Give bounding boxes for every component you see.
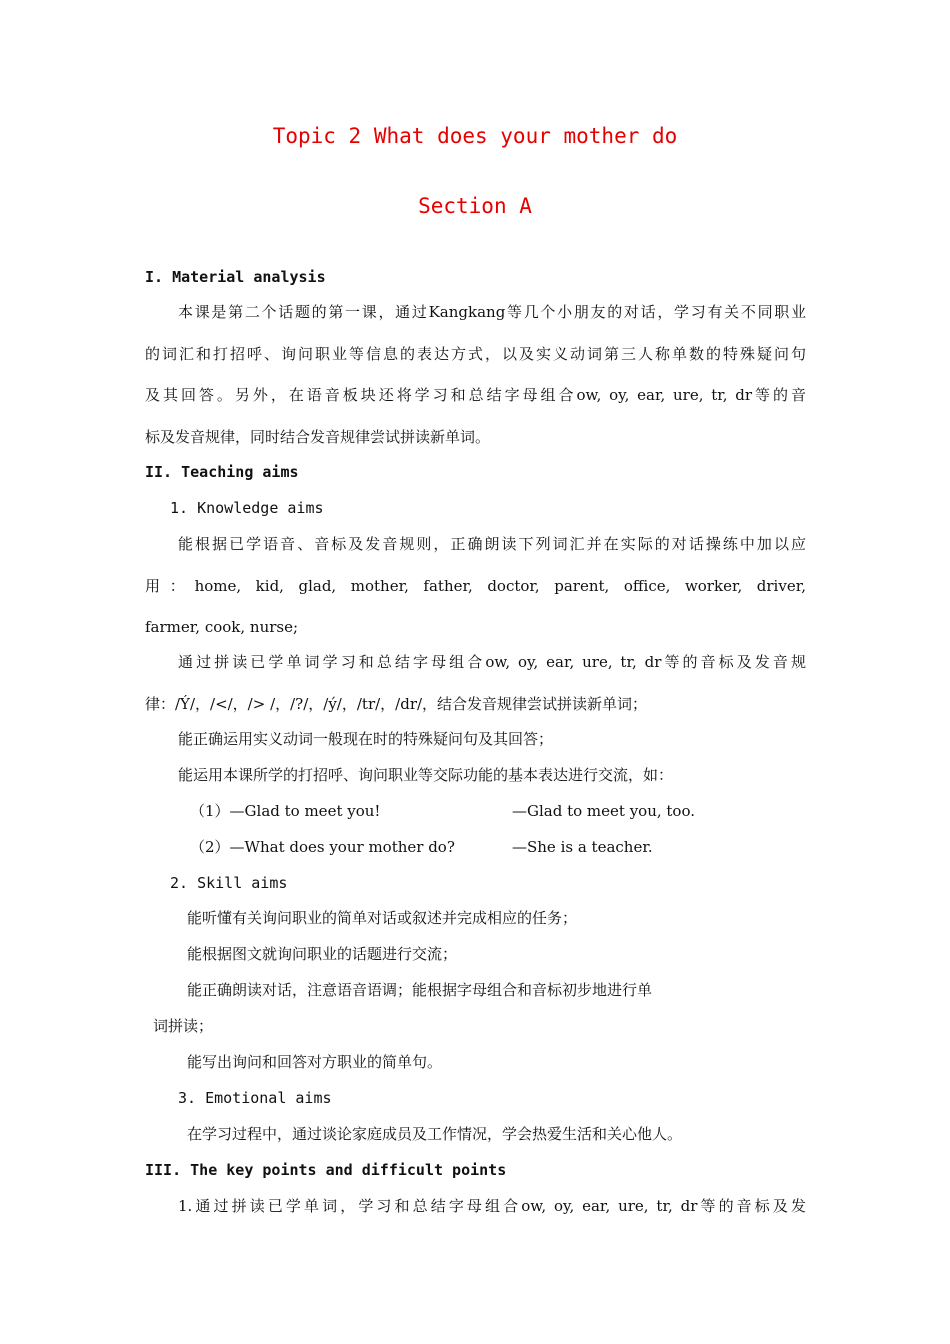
heading-teaching-aims: II. Teaching aims <box>145 463 299 481</box>
paragraph-line: 及其回答。另外，在语音板块还将学习和总结字母组合ow, oy, ear, ure, tr, dr等的音 <box>145 386 806 404</box>
paragraph-line: 能运用本课所学的打招呼、询问职业等交际功能的基本表达进行交流，如： <box>178 766 674 784</box>
paragraph-line: 标及发音规律，同时结合发音规律尝试拼读新单词。 <box>145 428 491 446</box>
example-2-answer: —She is a teacher. <box>512 838 653 856</box>
paragraph-line: farmer, cook, nurse; <box>145 618 299 636</box>
paragraph-line: 能正确朗读对话，注意语音语调；能根据字母组合和音标初步地进行单 <box>187 981 653 999</box>
subheading-knowledge-aims: 1. Knowledge aims <box>170 499 324 517</box>
paragraph-line: 能根据图文就询问职业的话题进行交流； <box>187 945 458 963</box>
paragraph-line: 在学习过程中，通过谈论家庭成员及工作情况，学会热爱生活和关心他人。 <box>187 1125 683 1143</box>
section-title: Section A <box>418 194 532 218</box>
paragraph-line: 1.通过拼读已学单词，学习和总结字母组合ow, oy, ear, ure, tr, dr等的音标及发 <box>178 1197 806 1215</box>
document-title: Topic 2 What does your mother do <box>272 124 678 148</box>
paragraph-line: 能正确运用实义动词一般现在时的特殊疑问句及其回答； <box>178 730 554 748</box>
subheading-emotional-aims: 3. Emotional aims <box>178 1089 332 1107</box>
paragraph-line: 能根据已学语音、音标及发音规则，正确朗读下列词汇并在实际的对话操练中加以应 <box>178 535 806 553</box>
paragraph-line: 能写出询问和回答对方职业的简单句。 <box>187 1053 443 1071</box>
example-1-answer: —Glad to meet you, too. <box>512 802 695 820</box>
heading-material-analysis: I. Material analysis <box>145 268 326 286</box>
subheading-skill-aims: 2. Skill aims <box>170 874 288 892</box>
paragraph-line: 的词汇和打招呼、询问职业等信息的表达方式，以及实义动词第三人称单数的特殊疑问句 <box>145 345 806 363</box>
paragraph-line: 律：/Ý/，/</，/> /，/?/，/ý/，/tr/，/dr/，结合发音规律尝试拼读新单词； <box>145 695 648 713</box>
paragraph-line: 用：home, kid, glad, mother, father, doctor, parent, office, worker, driver, <box>145 577 806 595</box>
paragraph-line: 能听懂有关询问职业的简单对话或叙述并完成相应的任务； <box>187 909 578 927</box>
paragraph-line: 词拼读； <box>153 1017 214 1035</box>
example-2-question: （2）—What does your mother do? <box>190 838 455 856</box>
paragraph-line: 本课是第二个话题的第一课，通过Kangkang等几个小朋友的对话，学习有关不同职业 <box>178 303 806 321</box>
example-1-question: （1）—Glad to meet you! <box>190 802 381 820</box>
heading-key-points: III. The key points and difficult points <box>145 1161 507 1179</box>
paragraph-line: 通过拼读已学单词学习和总结字母组合ow, oy, ear, ure, tr, dr等的音标及发音规 <box>178 653 806 671</box>
